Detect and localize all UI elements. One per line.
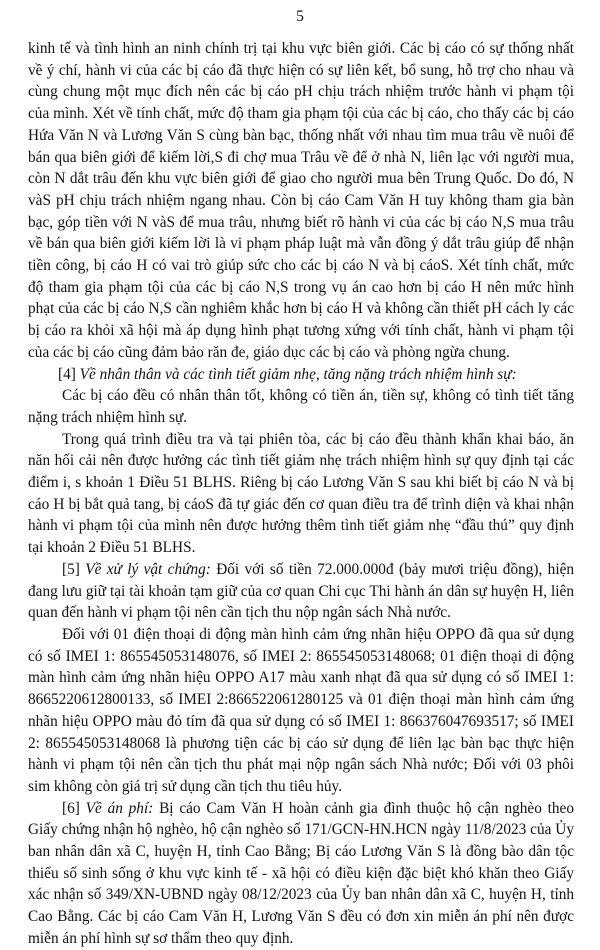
- page-number: 5: [296, 8, 304, 25]
- section-5-text: Đối với số tiền 72.000.000đ (bảy mươi triệu đồng), hiện đang lưu giữ tại tài khoản tạm giữ của cơ quan Chi cục Thi hành án dân sự huyện H, liên quan đến hành vi phạm tội nên cần tịch thu nộp ngân sách Nhà nước.: [28, 560, 575, 622]
- paragraph-culpability: kinh tế và tình hình an ninh chính trị tại khu vực biên giới. Các bị cáo có sự thống nhất về ý chí, hành vi của các bị cáo đã thực hiện có sự liên kết, bổ sung, hỗ trợ cho nhau và cùng chung một mục đích nên các bị cáo pH chịu trách nhiệm trước hành vi phạm tội của mình. Xét về tính chất, mức độ tham gia phạm tội của các bị cáo, cho thấy các bị cáo Hứa Văn N và Lương Văn S cùng bàn bạc, thống nhất với nhau tìm mua trâu về nuôi để bán qua biên giới để kiếm lời,S đi chợ mua Trâu về để ở nhà N, liên lạc với người mua, còn N dắt trâu đến khu vực biên giới để giao cho người mua bên Trung Quốc. Do đó, N vàS pH chịu trách nhiệm ngang nhau. Còn bị cáo Cam Văn H tuy không tham gia bàn bạc, góp tiền với N vàS để mua trâu, nhưng biết rõ hành vi của các bị cáo N,S mua trâu về bán qua biên giới kiếm lời là vi phạm pháp luật mà vẫn đồng ý dắt trâu giúp để nhận tiền công, bị cáo H có vai trò giúp sức cho các bị cáo N và bị cáoS. Xét tính chất, mức độ tham gia phạm tội của các bị cáo N,S trong vụ án cao hơn bị cáo H nên mức hình phạt của các bị cáo N,S cần nghiêm khắc hơn bị cáo H và không cần thiết pH cách ly các bị cáo ra khỏi xã hội mà áp dụng hình phạt tương xứng với tính chất, hành vi phạm tội của các bị cáo cũng đảm bảo răn đe, giáo dục các bị cáo và phòng ngừa chung.: [28, 40, 574, 361]
- section-6-paragraph: [28, 798, 574, 950]
- paragraph-mitigating-factors: Trong quá trình điều tra và tại phiên tòa, các bị cáo đều thành khẩn khai báo, ăn năn hối cải nên được hưởng các tình tiết giảm nhẹ trách nhiệm hình sự quy định tại các điểm i, s khoản 1 Điều 51 BLHS. Riêng bị cáo Lương Văn S sau khi biết bị cáo N và bị cáo H bị bắt quả tang, bị cáoS đã tự giác đến cơ quan điều tra để trình diện và khai nhận hành vi phạm tội của mình nên được hưởng thêm tình tiết giảm nhẹ “đầu thú” quy định tại khoản 2 Điều 51 BLHS.: [28, 430, 574, 557]
- section-4-title: Về nhân thân và các tình tiết giảm nhẹ, tăng nặng trách nhiệm hình sự:: [79, 365, 517, 383]
- document-body: [28, 38, 574, 950]
- section-5-number: [5]: [62, 560, 80, 578]
- section-5-title: Về xử lý vật chứng:: [85, 560, 211, 578]
- paragraph-phone-evidence: Đối với 01 điện thoại di động màn hình cảm ứng nhãn hiệu OPPO đã qua sử dụng có số IMEI 1: 865545053148076, số IMEI 2: 865545053148068; 01 điện thoại di động màn hình cảm ứng nhãn hiệu OPPO A17 màu xanh nhạt đã qua sử dụng có số IMEI 1: 8665220612800133, số IMEI 2:866522061280125 và 01 điện thoại màn hình cảm ứng nhãn hiệu OPPO màu đỏ tím đã qua sử dụng có số IMEI 1: 866376047693517; số IMEI 2: 865545053148068 là phương tiện các bị cáo sử dụng để liên lạc bàn bạc thực hiện hành vi phạm tội nên cần tịch thu phát mại nộp ngân sách Nhà nước; Đối với 03 phôi sim không còn giá trị sử dụng cần tịch thu tiêu hủy.: [28, 625, 574, 795]
- section-6-number: [6]: [62, 799, 80, 817]
- section-6-text: Bị cáo Cam Văn H hoàn cảnh gia đình thuộc hộ cận nghèo theo Giấy chứng nhận hộ nghèo, hộ cận nghèo số 171/GCN-HN.HCN ngày 11/8/2023 của Ủy ban nhân dân xã C, huyện H, tỉnh Cao Bằng; Bị cáo Lương Văn S là đồng bào dân tộc thiểu số sinh sống ở khu vực kinh tế - xã hội có điều kiện đặc biệt khó khăn theo Giấy xác nhận số 349/XN-UBND ngày 08/12/2023 của Ủy ban nhân dân xã C, huyện H, tỉnh Cao Bằng. Các bị cáo Cam Văn H, Lương Văn S đều có đơn xin miễn án phí nên được miễn án phí hình sự sơ thẩm theo quy định.: [28, 799, 574, 947]
- section-4-heading: [28, 364, 574, 386]
- paragraph-personal-record: Các bị cáo đều có nhân thân tốt, không có tiền án, tiền sự, không có tình tiết tăng nặng trách nhiệm hình sự.: [28, 387, 574, 426]
- section-6-title: Về án phí:: [85, 799, 154, 817]
- section-5-paragraph: [28, 559, 574, 624]
- section-4-number: [4]: [58, 365, 76, 383]
